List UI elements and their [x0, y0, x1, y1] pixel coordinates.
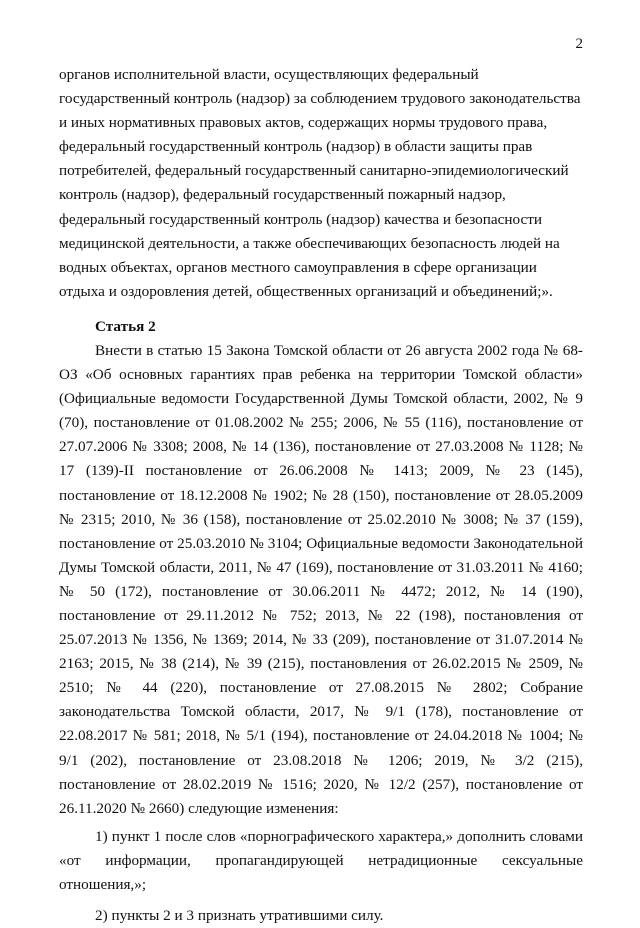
document-body [59, 63, 583, 928]
article-heading: Статья 2 [95, 317, 156, 335]
page-number: 2 [575, 36, 583, 52]
amendment-list [59, 825, 583, 928]
amendment-item-1: 1) пункт 1 после слов «порнографического характера,» дополнить словами «от информации, пропагандирующей нетрадиционные сексуальные отношения,»; [59, 827, 583, 893]
amendment-item-2: 2) пункты 2 и 3 признать утратившими силу. [95, 907, 384, 925]
article-main-paragraph: Внести в статью 15 Закона Томской области от 26 августа 2002 года № 68-ОЗ «Об основных гарантиях прав ребенка на территории Томской области» (Официальные ведомости Государственной Думы Томской области, 2002, № 9 (70), постановление от 01.08.2002 № 255; 2006, № 55 (116), постановление от 27.07.2006 № 3308; 2008, № 14 (136), постановление от 27.03.2008 № 1128; № 17 (139)-II постановление от 26.06.2008 № 1413; 2009, № 23 (145), постановление от 18.12.2008 № 1902; № 28 (150), постановление от 28.05.2009 № 2315; 2010, № 36 (158), постановление от 25.02.2010 № 3008; № 37 (159), постановление от 25.03.2010 № 3104; Официальные ведомости Законодательной Думы Томской области, 2011, № 47 (169), постановление от 31.03.2011 № 4160; № 50 (172), постановление от 30.06.2011 № 4472; 2012, № 14 (190), постановление от 29.11.2012 № 752; 2013, № 22 (198), постановления от 25.07.2013 № 1356, № 1369; 2014, № 33 (209), постановление от 31.07.2014 № 2163; 2015, № 38 (214), № 39 (215), постановления от 26.02.2015 № 2509, № 2510; № 44 (220), постановление от 27.08.2015 № 2802; Собрание законодательства Томской области, 2017, № 9/1 (178), постановление от 22.08.2017 № 581; 2018, № 5/1 (194), постановление от 24.04.2018 № 1004; № 9/1 (202), постановление от 23.08.2018 № 1206; 2019, № 3/2 (215), постановление от 28.02.2019 № 1516; 2020, № 12/2 (257), постановление от 26.11.2020 № 2660) следующие изменения: [59, 341, 583, 817]
intro-paragraph: органов исполнительной власти, осуществляющих федеральный государственный контроль (надзор) за соблюдением трудового законодательства и иных нормативных правовых актов, содержащих нормы трудового права, федеральный государственный контроль (надзор) в области защиты прав потребителей, федеральный государственный санитарно-эпидемиологический контроль (надзор), федеральный государственный пожарный надзор, федеральный государственный контроль (надзор) качества и безопасности медицинской деятельности, а также обеспечивающих безопасность людей на водных объектах, органов местного самоуправления в сфере организации отдыха и оздоровления детей, общественных организаций и объединений;». [59, 66, 581, 300]
